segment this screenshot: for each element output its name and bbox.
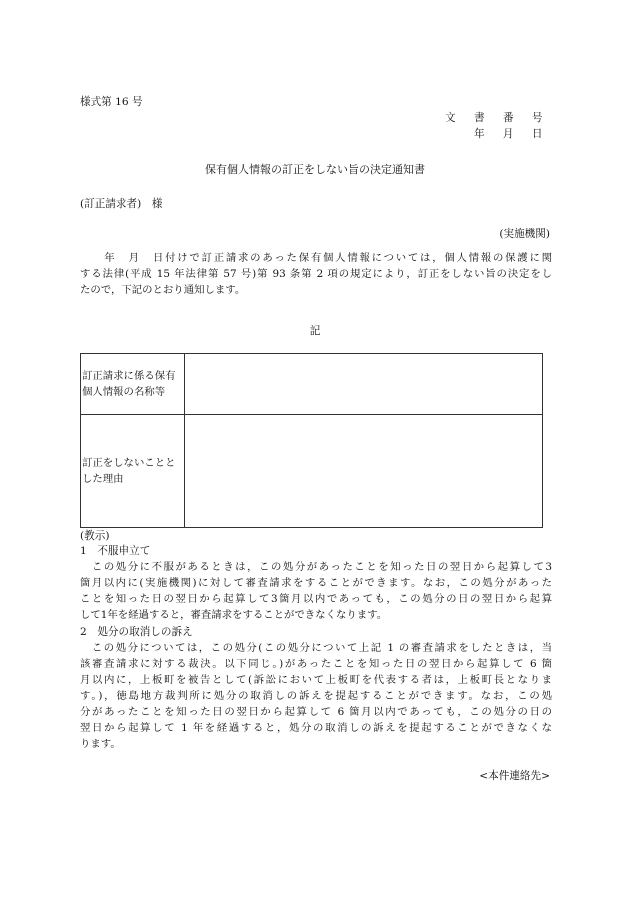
- document-title: 保有個人情報の訂正をしない旨の決定通知書: [205, 163, 425, 176]
- table-header-cell: [81, 354, 185, 415]
- body-line: する法律(平成 15 年法律第 57 号)第 93 条第 2 項の規定により，訂正をしない旨の決定をし: [80, 268, 552, 280]
- section2-line: す。)，徳島地方裁判所に処分の取消しの訴えを提起することができます。なお，この処: [80, 690, 552, 702]
- document-number: 文 書 番 号: [445, 112, 550, 124]
- document-date: 年 月 日: [473, 128, 550, 140]
- body-line: 年 月 日付けで訂正請求のあった保有個人情報については，個人情報の保護に関: [80, 252, 552, 264]
- section2-body: [80, 640, 552, 752]
- notice-body: [80, 250, 552, 298]
- section1-line: して1年を経過すると，審査請求をすることができなくなります。: [80, 609, 388, 621]
- form-number: 様式第 16 号: [80, 96, 143, 108]
- table-row: [81, 415, 543, 528]
- row2-header: 訂正をしないこととした理由: [82, 457, 176, 485]
- section1-line: ことを知った日の翌日から起算して3箇月以内であっても，この処分の日の翌日から起算: [80, 593, 552, 605]
- recipient: (訂正請求者) 様: [80, 198, 163, 210]
- section1-heading: 1 不服申立て: [80, 545, 151, 557]
- section1-body: [80, 559, 552, 623]
- row1-header: 訂正請求に係る保有個人情報の名称等: [82, 370, 176, 398]
- instruction-label: (教示): [80, 530, 110, 542]
- section1-line: 箇月以内に(実施機関)に対して審査請求をすることができます。なお，この処分があった: [80, 577, 552, 589]
- section2-line: 翌日から起算して 1 年を経過すると，処分の取消しの訴えを提起することができなくな: [80, 722, 552, 734]
- row2-value-cell[interactable]: [185, 415, 543, 528]
- section2-heading: 2 処分の取消しの訴え: [80, 626, 193, 638]
- table-header-cell: [81, 415, 185, 528]
- ki-heading: 記: [309, 325, 321, 337]
- section2-line: 該審査請求に対する裁決。以下同じ。)があったことを知った日の翌日から起算して 6 箇: [80, 658, 552, 670]
- section2-line: 月以内に，上板町を被告として(訴訟において上板町を代表する者は，上板町長となりま: [80, 674, 552, 686]
- contact-heading: <本件連絡先>: [479, 770, 550, 782]
- issuing-agency: (実施機関): [499, 228, 550, 240]
- decision-table: [80, 353, 543, 528]
- section2-line: この処分については，この処分(この処分について上記 1 の審査請求をしたときは，当: [80, 642, 552, 654]
- row1-value-cell[interactable]: [185, 354, 543, 415]
- table-row: [81, 354, 543, 415]
- section1-line: この処分に不服があるときは，この処分があったことを知った日の翌日から起算して3: [80, 561, 552, 573]
- section2-line: ります。: [80, 738, 121, 750]
- body-line: たので，下記のとおり通知します。: [80, 284, 246, 296]
- section2-line: 分があったことを知った日の翌日から起算して 6 箇月以内であっても，この処分の日の: [80, 706, 552, 718]
